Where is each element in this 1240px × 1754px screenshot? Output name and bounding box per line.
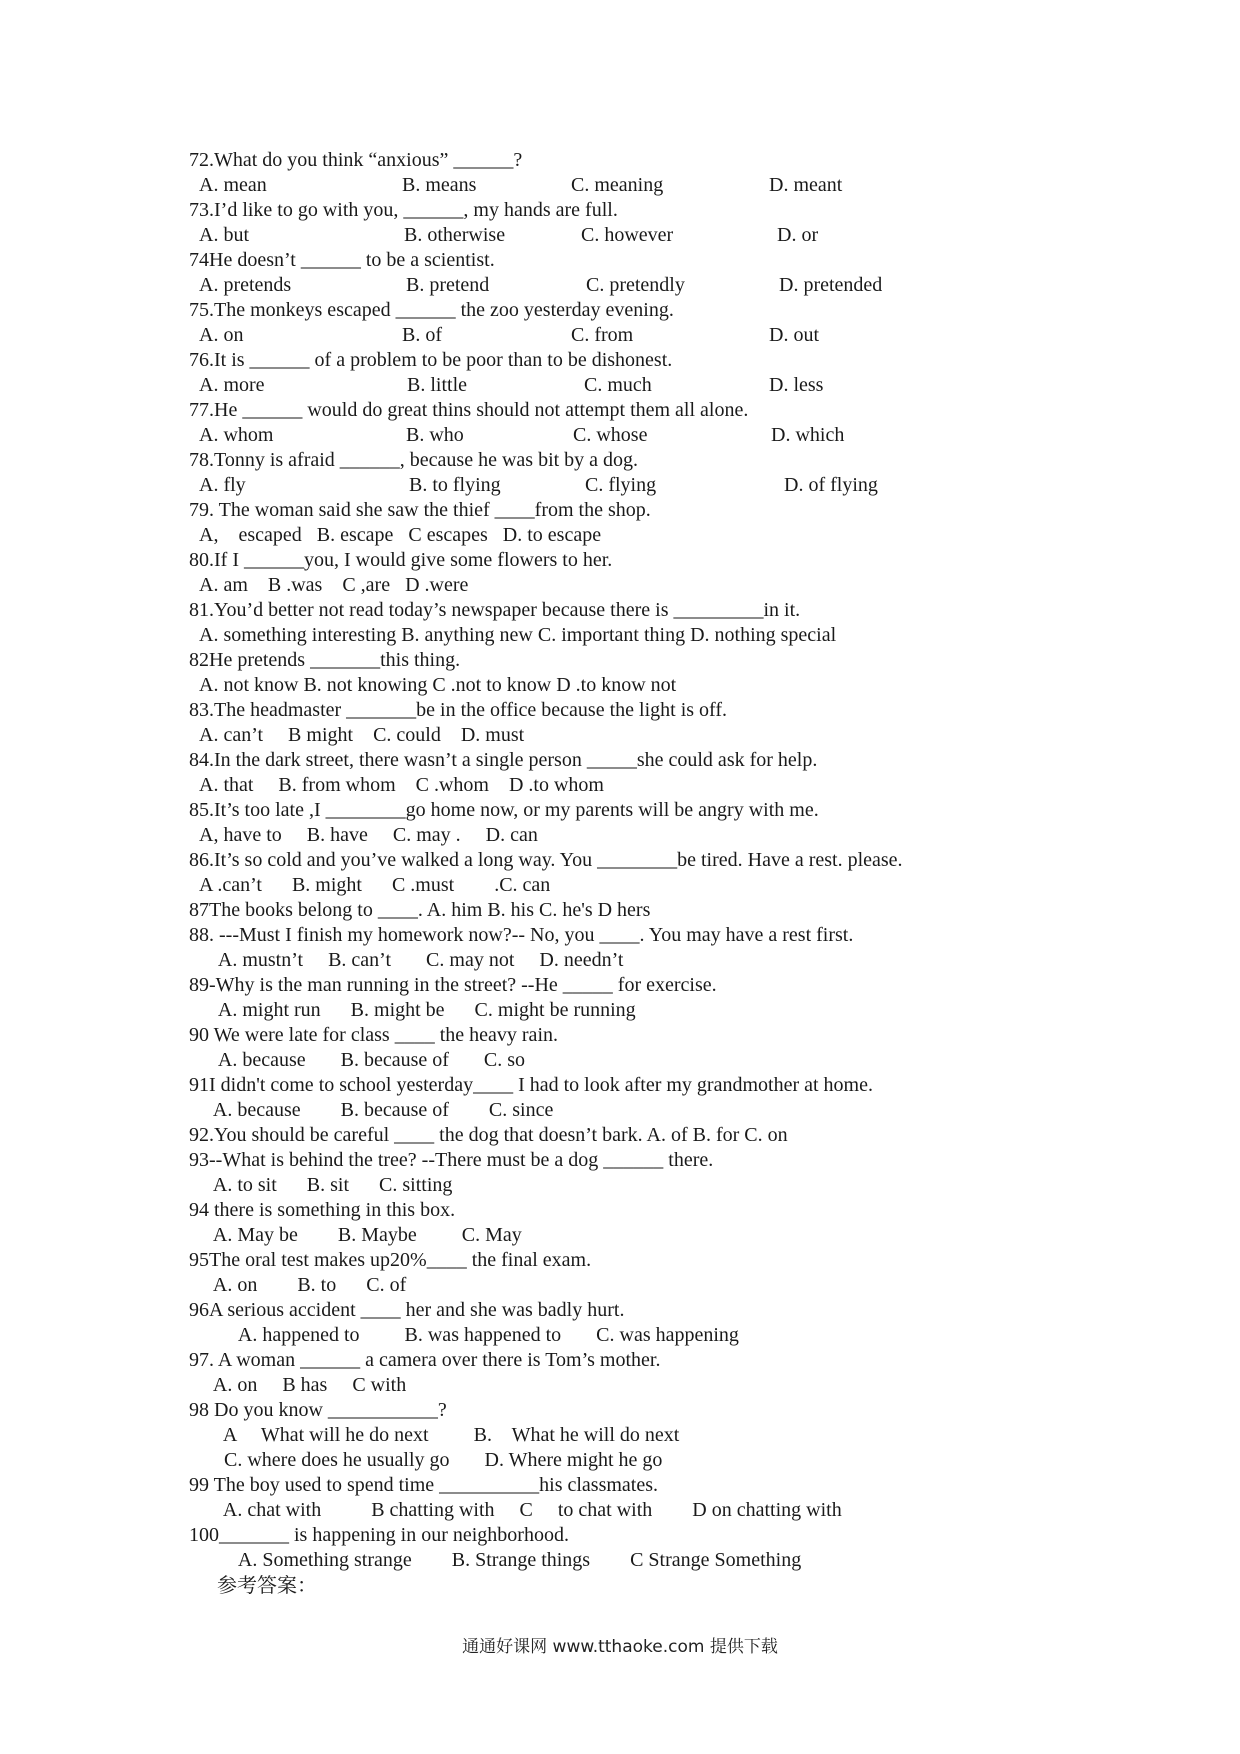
question-text: 95The oral test makes up20%____ the final exam. xyxy=(189,1249,592,1271)
question-text: 80.If I ______you, I would give some flowers to her. xyxy=(189,549,613,571)
options-row: A What will he do next B. What he will do next xyxy=(199,1424,680,1446)
option-c: C. however xyxy=(581,224,674,246)
option-a: A. fly xyxy=(199,474,246,496)
option-c: C. meaning xyxy=(571,174,664,196)
options-row xyxy=(189,473,1069,498)
question-text: 84.In the dark street, there wasn’t a single person _____she could ask for help. xyxy=(189,749,818,771)
option-a: A. pretends xyxy=(199,274,292,296)
options-row: A. happened to B. was happened to C. was happening xyxy=(199,1324,739,1346)
options-row: A. Something strange B. Strange things C Strange Something xyxy=(199,1549,802,1571)
question-text: 91I didn't come to school yesterday____ I had to look after my grandmother at home. xyxy=(189,1074,873,1096)
options-row: A. to sit B. sit C. sitting xyxy=(199,1174,453,1196)
option-d: D. which xyxy=(771,424,845,446)
question-text: 97. A woman ______ a camera over there is Tom’s mother. xyxy=(189,1349,661,1371)
question-text: 74He doesn’t ______ to be a scientist. xyxy=(189,249,495,271)
option-d: D. or xyxy=(777,224,819,246)
options-row: A. can’t B might C. could D. must xyxy=(199,724,525,746)
option-a: A. whom xyxy=(199,424,274,446)
question-text: 83.The headmaster _______be in the office because the light is off. xyxy=(189,699,727,721)
option-c: C. flying xyxy=(585,474,657,496)
options-row: A. because B. because of C. since xyxy=(199,1099,554,1121)
options-row: A, escaped B. escape C escapes D. to escape xyxy=(199,524,602,546)
question-text: 87The books belong to ____. A. him B. his C. he's D hers xyxy=(189,899,651,921)
question-text: 78.Tonny is afraid ______, because he was bit by a dog. xyxy=(189,449,639,471)
question-text: 94 there is something in this box. xyxy=(189,1199,456,1221)
option-a: A. on xyxy=(199,324,244,346)
question-text: 96A serious accident ____ her and she was badly hurt. xyxy=(189,1299,625,1321)
options-row xyxy=(189,323,1069,348)
question-text: 98 Do you know ___________? xyxy=(189,1399,447,1421)
options-row xyxy=(189,273,1069,298)
question-text: 73.I’d like to go with you, ______, my hands are full. xyxy=(189,199,618,221)
option-c: C. much xyxy=(584,374,652,396)
question-text: 82He pretends _______this thing. xyxy=(189,649,461,671)
option-d: D. meant xyxy=(769,174,843,196)
options-row: A. chat with B chatting with C to chat with D on chatting with xyxy=(199,1499,842,1521)
option-b: B. who xyxy=(406,424,464,446)
options-row: C. where does he usually go D. Where might he go xyxy=(199,1449,663,1471)
option-d: D. out xyxy=(769,324,819,346)
option-b: B. means xyxy=(402,174,477,196)
question-text: 89-Why is the man running in the street? --He _____ for exercise. xyxy=(189,974,717,996)
question-text: 88. ---Must I finish my homework now?-- No, you ____. You may have a rest first. xyxy=(189,924,854,946)
question-text: 100_______ is happening in our neighborhood. xyxy=(189,1524,569,1546)
options-row xyxy=(189,423,1069,448)
question-text: 85.It’s too late ,I ________go home now, or my parents will be angry with me. xyxy=(189,799,819,821)
question-text: 75.The monkeys escaped ______ the zoo yesterday evening. xyxy=(189,299,674,321)
question-text: 79. The woman said she saw the thief ____from the shop. xyxy=(189,499,651,521)
option-c: C. whose xyxy=(573,424,648,446)
question-text: 72.What do you think “anxious” ______? xyxy=(189,149,523,171)
option-b: B. otherwise xyxy=(404,224,506,246)
option-b: B. to flying xyxy=(409,474,501,496)
question-text: 76.It is ______ of a problem to be poor than to be dishonest. xyxy=(189,349,673,371)
option-c: C. from xyxy=(571,324,634,346)
options-row: A. something interesting B. anything new C. important thing D. nothing special xyxy=(199,624,837,646)
options-row: A. am B .was C ,are D .were xyxy=(199,574,469,596)
options-row: A. May be B. Maybe C. May xyxy=(199,1224,522,1246)
options-row: A .can’t B. might C .must .C. can xyxy=(199,874,551,896)
answers-heading: 参考答案： xyxy=(217,1573,317,1597)
question-text: 92.You should be careful ____ the dog that doesn’t bark. A. of B. for C. on xyxy=(189,1124,788,1146)
option-a: A. mean xyxy=(199,174,267,196)
option-d: D. pretended xyxy=(779,274,883,296)
option-b: B. little xyxy=(407,374,467,396)
option-a: A. but xyxy=(199,224,249,246)
options-row: A. on B. to C. of xyxy=(199,1274,407,1296)
question-text: 81.You’d better not read today’s newspaper because there is _________in it. xyxy=(189,599,801,621)
options-row xyxy=(189,373,1069,398)
options-row: A. not know B. not knowing C .not to know D .to know not xyxy=(199,674,677,696)
option-d: D. less xyxy=(769,374,824,396)
question-text: 99 The boy used to spend time __________his classmates. xyxy=(189,1474,659,1496)
question-list xyxy=(189,148,1069,1598)
options-row: A. mustn’t B. can’t C. may not D. needn’t xyxy=(199,949,624,971)
options-row: A, have to B. have C. may . D. can xyxy=(199,824,538,846)
option-c: C. pretendly xyxy=(586,274,685,296)
options-row: A. might run B. might be C. might be running xyxy=(199,999,636,1021)
option-a: A. more xyxy=(199,374,265,396)
question-text: 90 We were late for class ____ the heavy rain. xyxy=(189,1024,558,1046)
options-row xyxy=(189,173,1069,198)
question-text: 93--What is behind the tree? --There must be a dog ______ there. xyxy=(189,1149,714,1171)
page-footer: 通通好课网 www.tthaoke.com 提供下载 xyxy=(462,1637,778,1657)
question-text: 86.It’s so cold and you’ve walked a long way. You ________be tired. Have a rest. please. xyxy=(189,849,903,871)
option-b: B. pretend xyxy=(406,274,490,296)
option-d: D. of flying xyxy=(784,474,878,496)
question-text: 77.He ______ would do great thins should not attempt them all alone. xyxy=(189,399,749,421)
options-row xyxy=(189,223,1069,248)
options-row: A. because B. because of C. so xyxy=(199,1049,526,1071)
options-row: A. on B has C with xyxy=(199,1374,407,1396)
options-row: A. that B. from whom C .whom D .to whom xyxy=(199,774,604,796)
option-b: B. of xyxy=(402,324,442,346)
